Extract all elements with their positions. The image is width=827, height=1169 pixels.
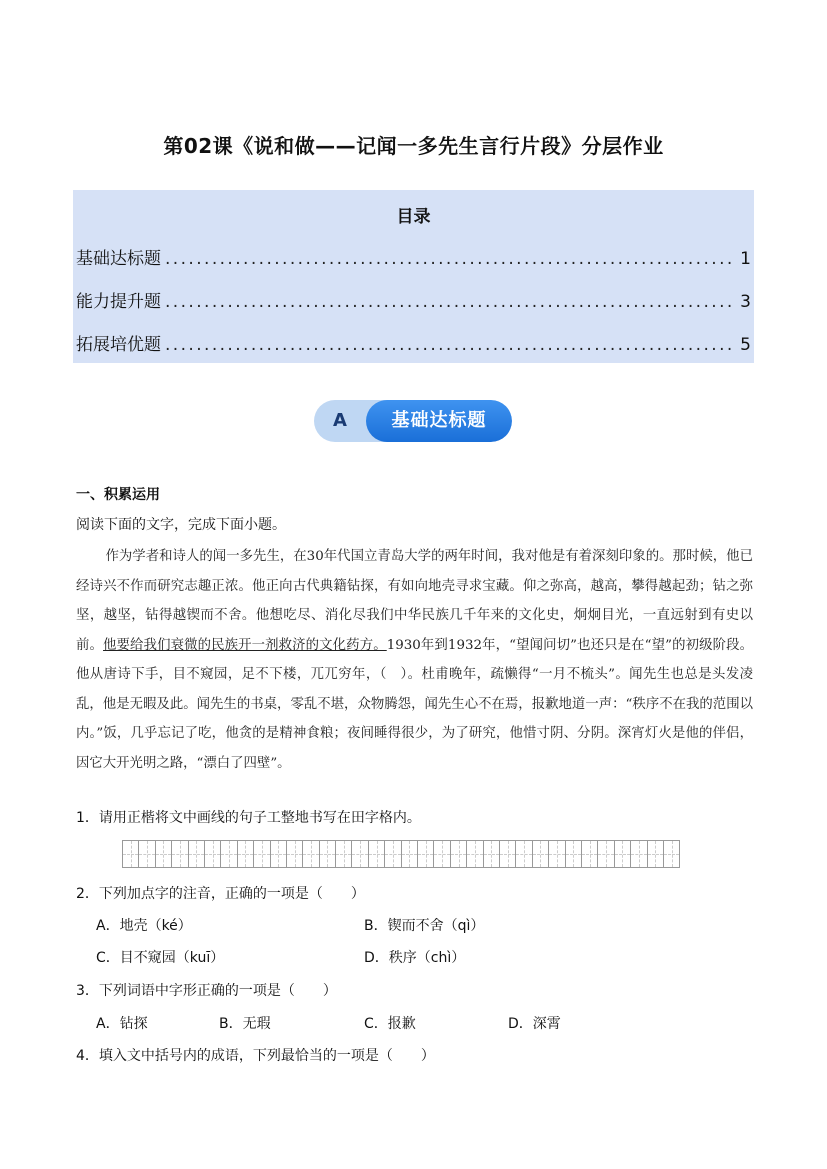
section-heading: 一、积累运用 bbox=[76, 487, 160, 503]
grid-cell[interactable] bbox=[254, 841, 270, 867]
grid-cell[interactable] bbox=[631, 841, 647, 867]
grid-cell[interactable] bbox=[549, 841, 565, 867]
page-title: 第02课《说和做——记闻一多先生言行片段》分层作业 bbox=[163, 134, 664, 158]
grid-cell[interactable] bbox=[221, 841, 237, 867]
badge-label: 基础达标题 bbox=[366, 400, 512, 442]
toc-item-label: 能力提升题 bbox=[76, 292, 161, 312]
section-badge bbox=[314, 400, 512, 442]
question-2: 2．下列加点字的注音，正确的一项是（ ） bbox=[76, 886, 365, 902]
grid-cell[interactable] bbox=[189, 841, 205, 867]
toc-leader-dots bbox=[165, 292, 736, 312]
grid-cell[interactable] bbox=[516, 841, 532, 867]
grid-cell[interactable] bbox=[648, 841, 664, 867]
grid-cell[interactable] bbox=[287, 841, 303, 867]
grid-cell[interactable] bbox=[582, 841, 598, 867]
q2-option-c[interactable]: C．目不窥园（kuī） bbox=[96, 950, 225, 966]
grid-cell[interactable] bbox=[156, 841, 172, 867]
grid-cell[interactable] bbox=[369, 841, 385, 867]
grid-cell[interactable] bbox=[271, 841, 287, 867]
table-of-contents bbox=[73, 190, 754, 363]
grid-cell[interactable] bbox=[533, 841, 549, 867]
question-1: 1．请用正楷将文中画线的句子工整地书写在田字格内。 bbox=[76, 810, 421, 826]
grid-cell[interactable] bbox=[205, 841, 221, 867]
grid-cell[interactable] bbox=[172, 841, 188, 867]
toc-item-page: 3 bbox=[740, 292, 751, 312]
q3-option-b[interactable]: B．无瑕 bbox=[219, 1016, 271, 1032]
q2-option-a[interactable]: A．地壳（ké） bbox=[96, 918, 192, 934]
toc-leader-dots bbox=[165, 249, 736, 269]
grid-cell[interactable] bbox=[484, 841, 500, 867]
grid-cell[interactable] bbox=[303, 841, 319, 867]
q3-option-a[interactable]: A．钻探 bbox=[96, 1016, 148, 1032]
badge-letter: A bbox=[333, 410, 347, 431]
passage-text: 作为学者和诗人的闻一多先生，在30年代国立青岛大学的两年时间，我对他是有着深刻印象的。那时候，他已经诗兴不作而研究志趣正浓。他正向古代典籍钻探，有如向地壳寻求宝藏。仰之弥高，越高，攀得越起劲；钻之弥坚，越坚，钻得越锲而不舍。他想吃尽、消化尽我们中华民族几千年来的文化史，炯炯目光，一直远射到有史以前。 bbox=[76, 549, 753, 653]
toc-item-page: 1 bbox=[740, 249, 751, 269]
grid-cell[interactable] bbox=[566, 841, 582, 867]
grid-cell[interactable] bbox=[238, 841, 254, 867]
toc-leader-dots bbox=[165, 335, 736, 355]
grid-cell[interactable] bbox=[598, 841, 614, 867]
instruction-text: 阅读下面的文字，完成下面小题。 bbox=[76, 517, 286, 533]
q2-option-b[interactable]: B．锲而不舍（qì） bbox=[364, 918, 485, 934]
passage-text: 1930年到1932年，“望闻问切”也还只是在“望”的初级阶段。他从唐诗下手，目不窥园，足不下楼，兀兀穷年，（ ）。杜甫晚年，疏懒得“一月不梳头”。闻先生也总是头发凌乱，他是无暇及此。闻先生的书桌，零乱不堪，众物腾怨，闻先生心不在焉，报歉地道一声：“秩序不在我的范围以内。”饭，几乎忘记了吃，他贪的是精神食粮；夜间睡得很少，为了研究，他惜寸阴、分阴。深宵灯火是他的伴侣，因它大开光明之路，“漂白了四壁”。 bbox=[76, 637, 754, 771]
toc-item[interactable] bbox=[76, 330, 751, 355]
toc-item-page: 5 bbox=[740, 335, 751, 355]
writing-grid[interactable] bbox=[122, 840, 680, 868]
grid-cell[interactable] bbox=[385, 841, 401, 867]
toc-item[interactable] bbox=[76, 287, 751, 312]
grid-cell[interactable] bbox=[352, 841, 368, 867]
underlined-sentence: 他要给我们衰微的民族开一剂救济的文化药方。 bbox=[103, 637, 387, 653]
grid-cell[interactable] bbox=[451, 841, 467, 867]
grid-cell[interactable] bbox=[139, 841, 155, 867]
grid-cell[interactable] bbox=[320, 841, 336, 867]
toc-item-label: 基础达标题 bbox=[76, 249, 161, 269]
grid-cell[interactable] bbox=[434, 841, 450, 867]
grid-cell[interactable] bbox=[402, 841, 418, 867]
grid-cell[interactable] bbox=[500, 841, 516, 867]
grid-cell[interactable] bbox=[664, 841, 680, 867]
reading-passage bbox=[76, 542, 753, 778]
toc-item-label: 拓展培优题 bbox=[76, 335, 161, 355]
question-4: 4．填入文中括号内的成语，下列最恰当的一项是（ ） bbox=[76, 1048, 435, 1064]
grid-cell[interactable] bbox=[615, 841, 631, 867]
grid-cell[interactable] bbox=[123, 841, 139, 867]
q2-option-d[interactable]: D．秩序（chì） bbox=[364, 950, 466, 966]
q3-option-c[interactable]: C．报歉 bbox=[364, 1016, 416, 1032]
grid-cell[interactable] bbox=[336, 841, 352, 867]
q3-option-d[interactable]: D．深霄 bbox=[508, 1016, 561, 1032]
toc-item[interactable] bbox=[76, 244, 751, 269]
grid-cell[interactable] bbox=[418, 841, 434, 867]
grid-cell[interactable] bbox=[467, 841, 483, 867]
question-3: 3．下列词语中字形正确的一项是（ ） bbox=[76, 983, 337, 999]
toc-heading: 目录 bbox=[396, 207, 431, 227]
